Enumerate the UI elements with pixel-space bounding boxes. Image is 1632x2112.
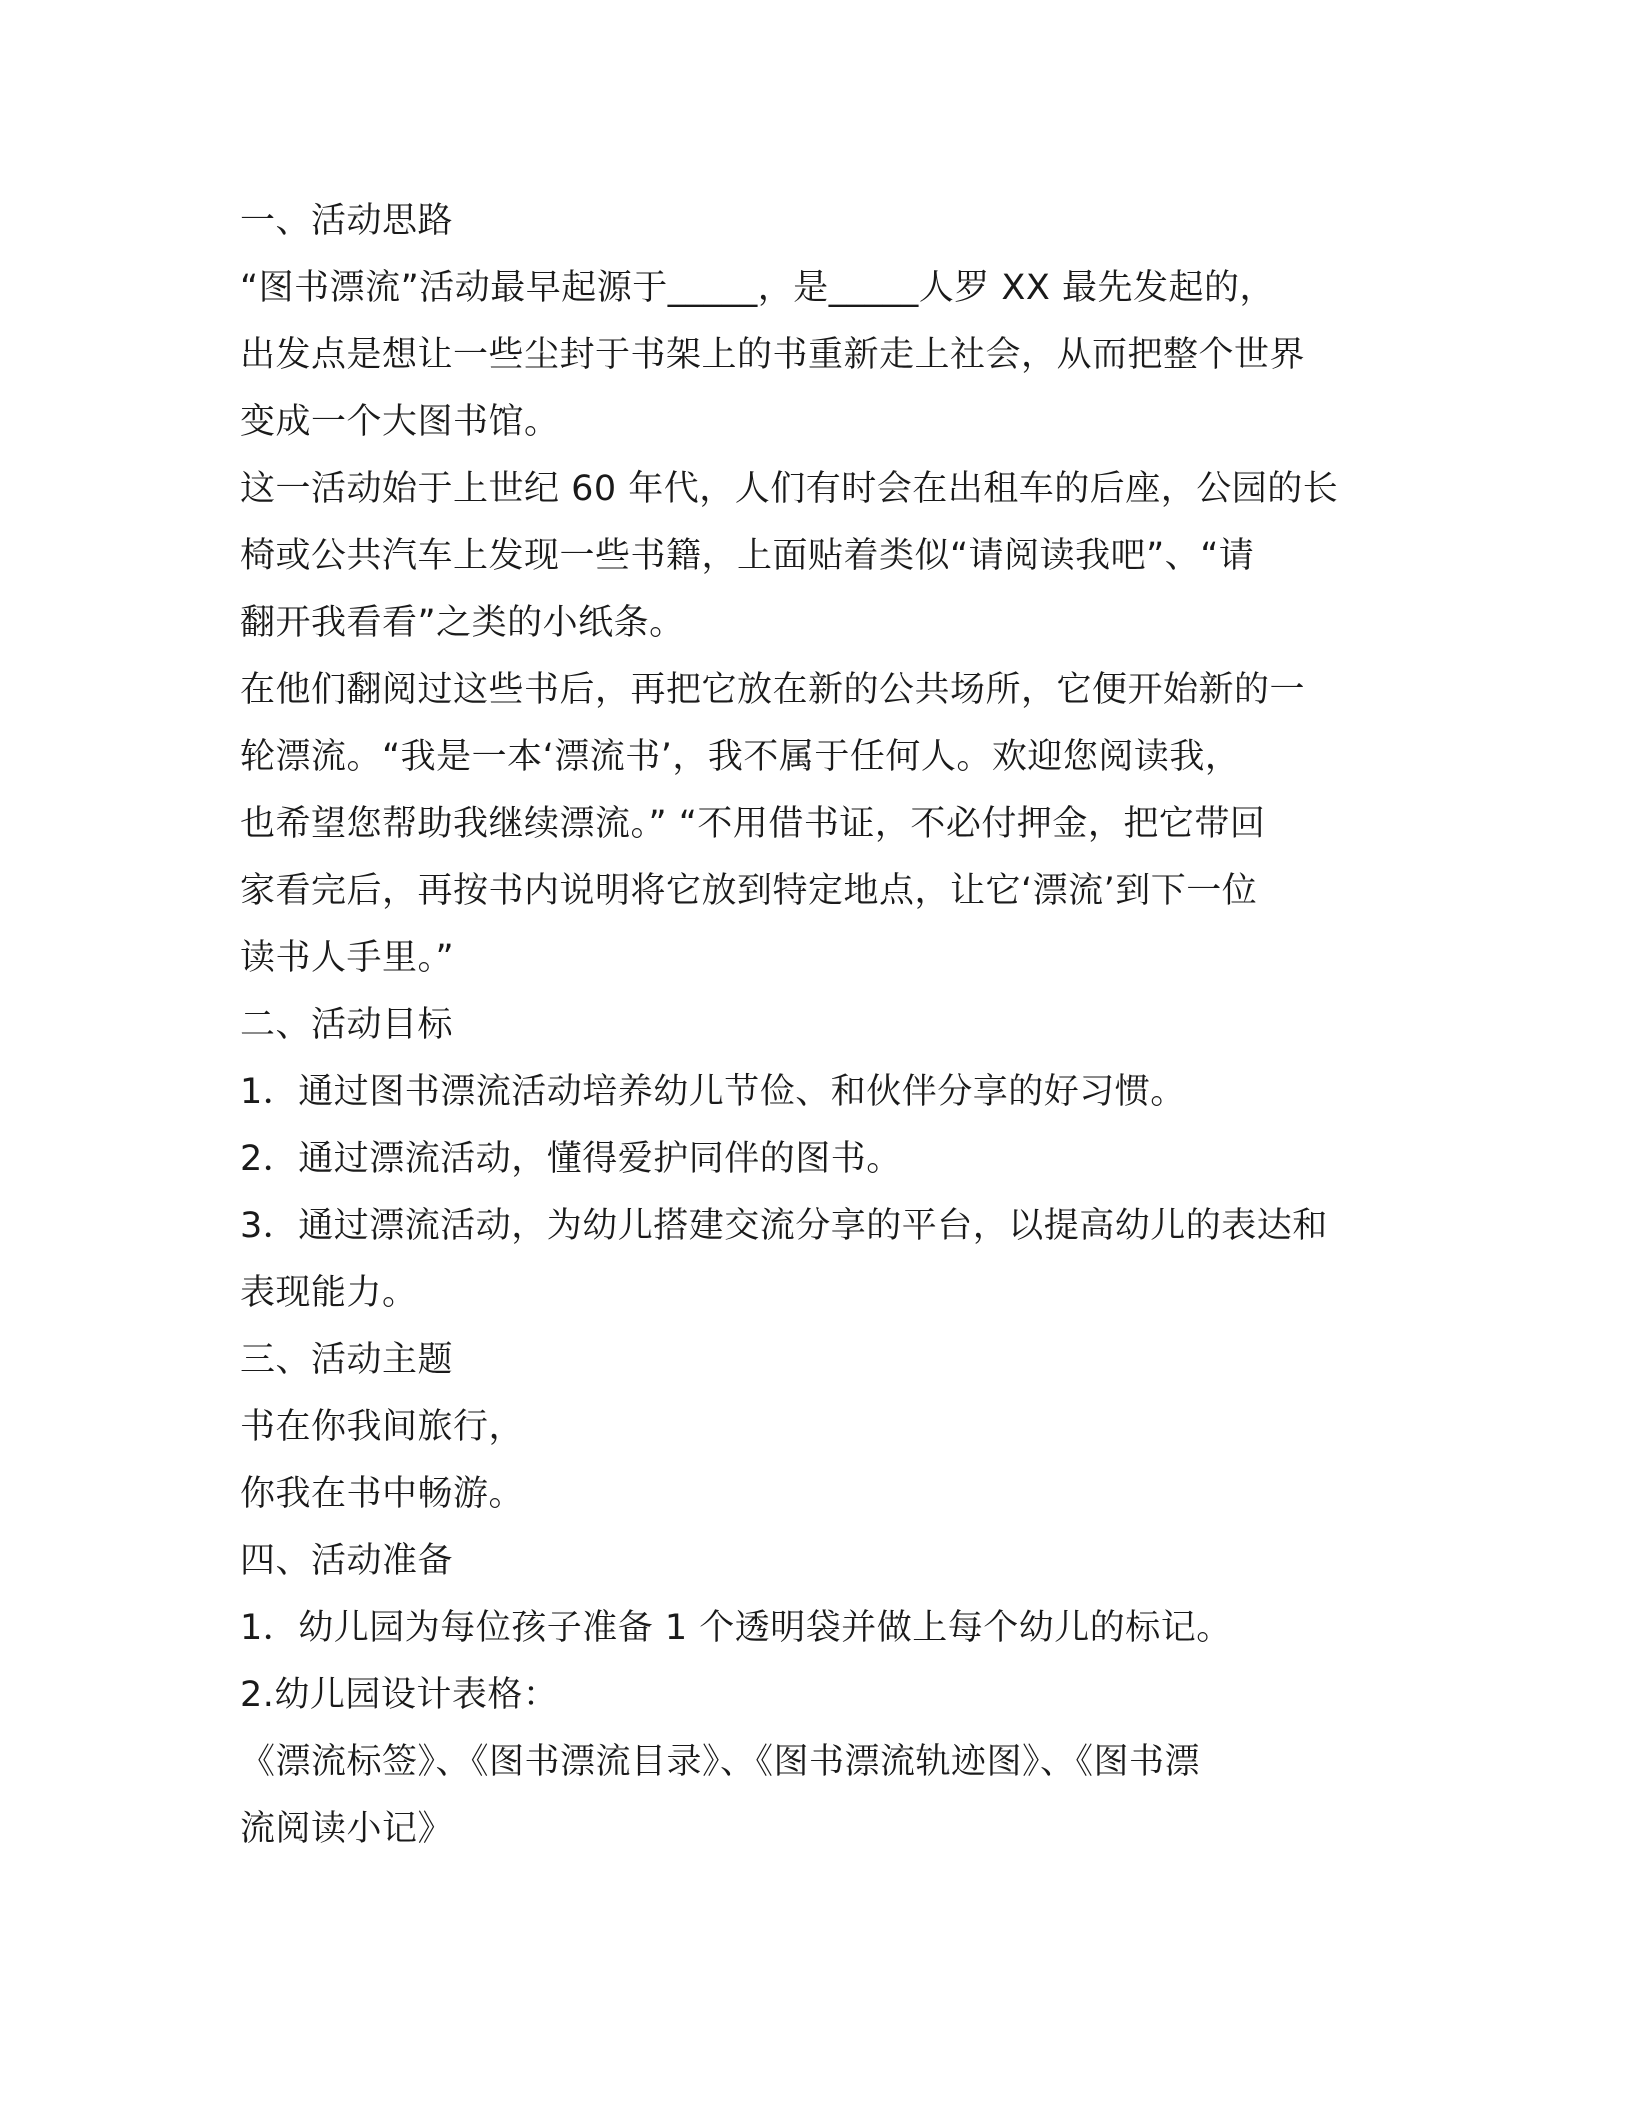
paragraph-line: 表现能力。 xyxy=(240,1273,418,1313)
section-heading: 一、活动思路 xyxy=(240,201,454,241)
list-item: 1．幼儿园为每位孩子准备 1 个透明袋并做上每个幼儿的标记。 xyxy=(240,1608,1232,1648)
paragraph-line: 在他们翻阅过这些书后，再把它放在新的公共场所，它便开始新的一 xyxy=(240,670,1306,710)
paragraph-line: 这一活动始于上世纪 60 年代，人们有时会在出租车的后座，公园的长 xyxy=(240,469,1339,509)
paragraph-line: 读书人手里。” xyxy=(240,938,455,978)
section-heading: 四、活动准备 xyxy=(240,1541,454,1581)
paragraph-line: 翻开我看看”之类的小纸条。 xyxy=(240,603,685,643)
paragraph-line: 书在你我间旅行， xyxy=(240,1407,525,1447)
list-item: 1．通过图书漂流活动培养幼儿节俭、和伙伴分享的好习惯。 xyxy=(240,1072,1186,1112)
paragraph-line: “图书漂流”活动最早起源于_____，是_____人罗 XX 最先发起的， xyxy=(240,268,1275,308)
paragraph-line: 你我在书中畅游。 xyxy=(240,1474,525,1514)
paragraph-line: 轮漂流。“我是一本‘漂流书’，我不属于任何人。欢迎您阅读我， xyxy=(240,737,1241,777)
section-heading: 二、活动目标 xyxy=(240,1005,454,1045)
list-item: 2.幼儿园设计表格： xyxy=(240,1675,559,1715)
paragraph-line: 椅或公共汽车上发现一些书籍，上面贴着类似“请阅读我吧”、“请 xyxy=(240,536,1255,576)
list-item: 3．通过漂流活动，为幼儿搭建交流分享的平台，以提高幼儿的表达和 xyxy=(240,1206,1328,1246)
document-body xyxy=(240,188,1410,1863)
paragraph-line: 《漂流标签》、《图书漂流目录》、《图书漂流轨迹图》、《图书漂 xyxy=(240,1742,1201,1782)
section-heading: 三、活动主题 xyxy=(240,1340,454,1380)
paragraph-line: 变成一个大图书馆。 xyxy=(240,402,560,442)
paragraph-line: 出发点是想让一些尘封于书架上的书重新走上社会，从而把整个世界 xyxy=(240,335,1306,375)
paragraph-line: 也希望您帮助我继续漂流。” “不用借书证，不必付押金，把它带回 xyxy=(240,804,1266,844)
list-item: 2．通过漂流活动，懂得爱护同伴的图书。 xyxy=(240,1139,902,1179)
paragraph-line: 家看完后，再按书内说明将它放到特定地点，让它‘漂流’到下一位 xyxy=(240,871,1258,911)
paragraph-line: 流阅读小记》 xyxy=(240,1809,454,1849)
